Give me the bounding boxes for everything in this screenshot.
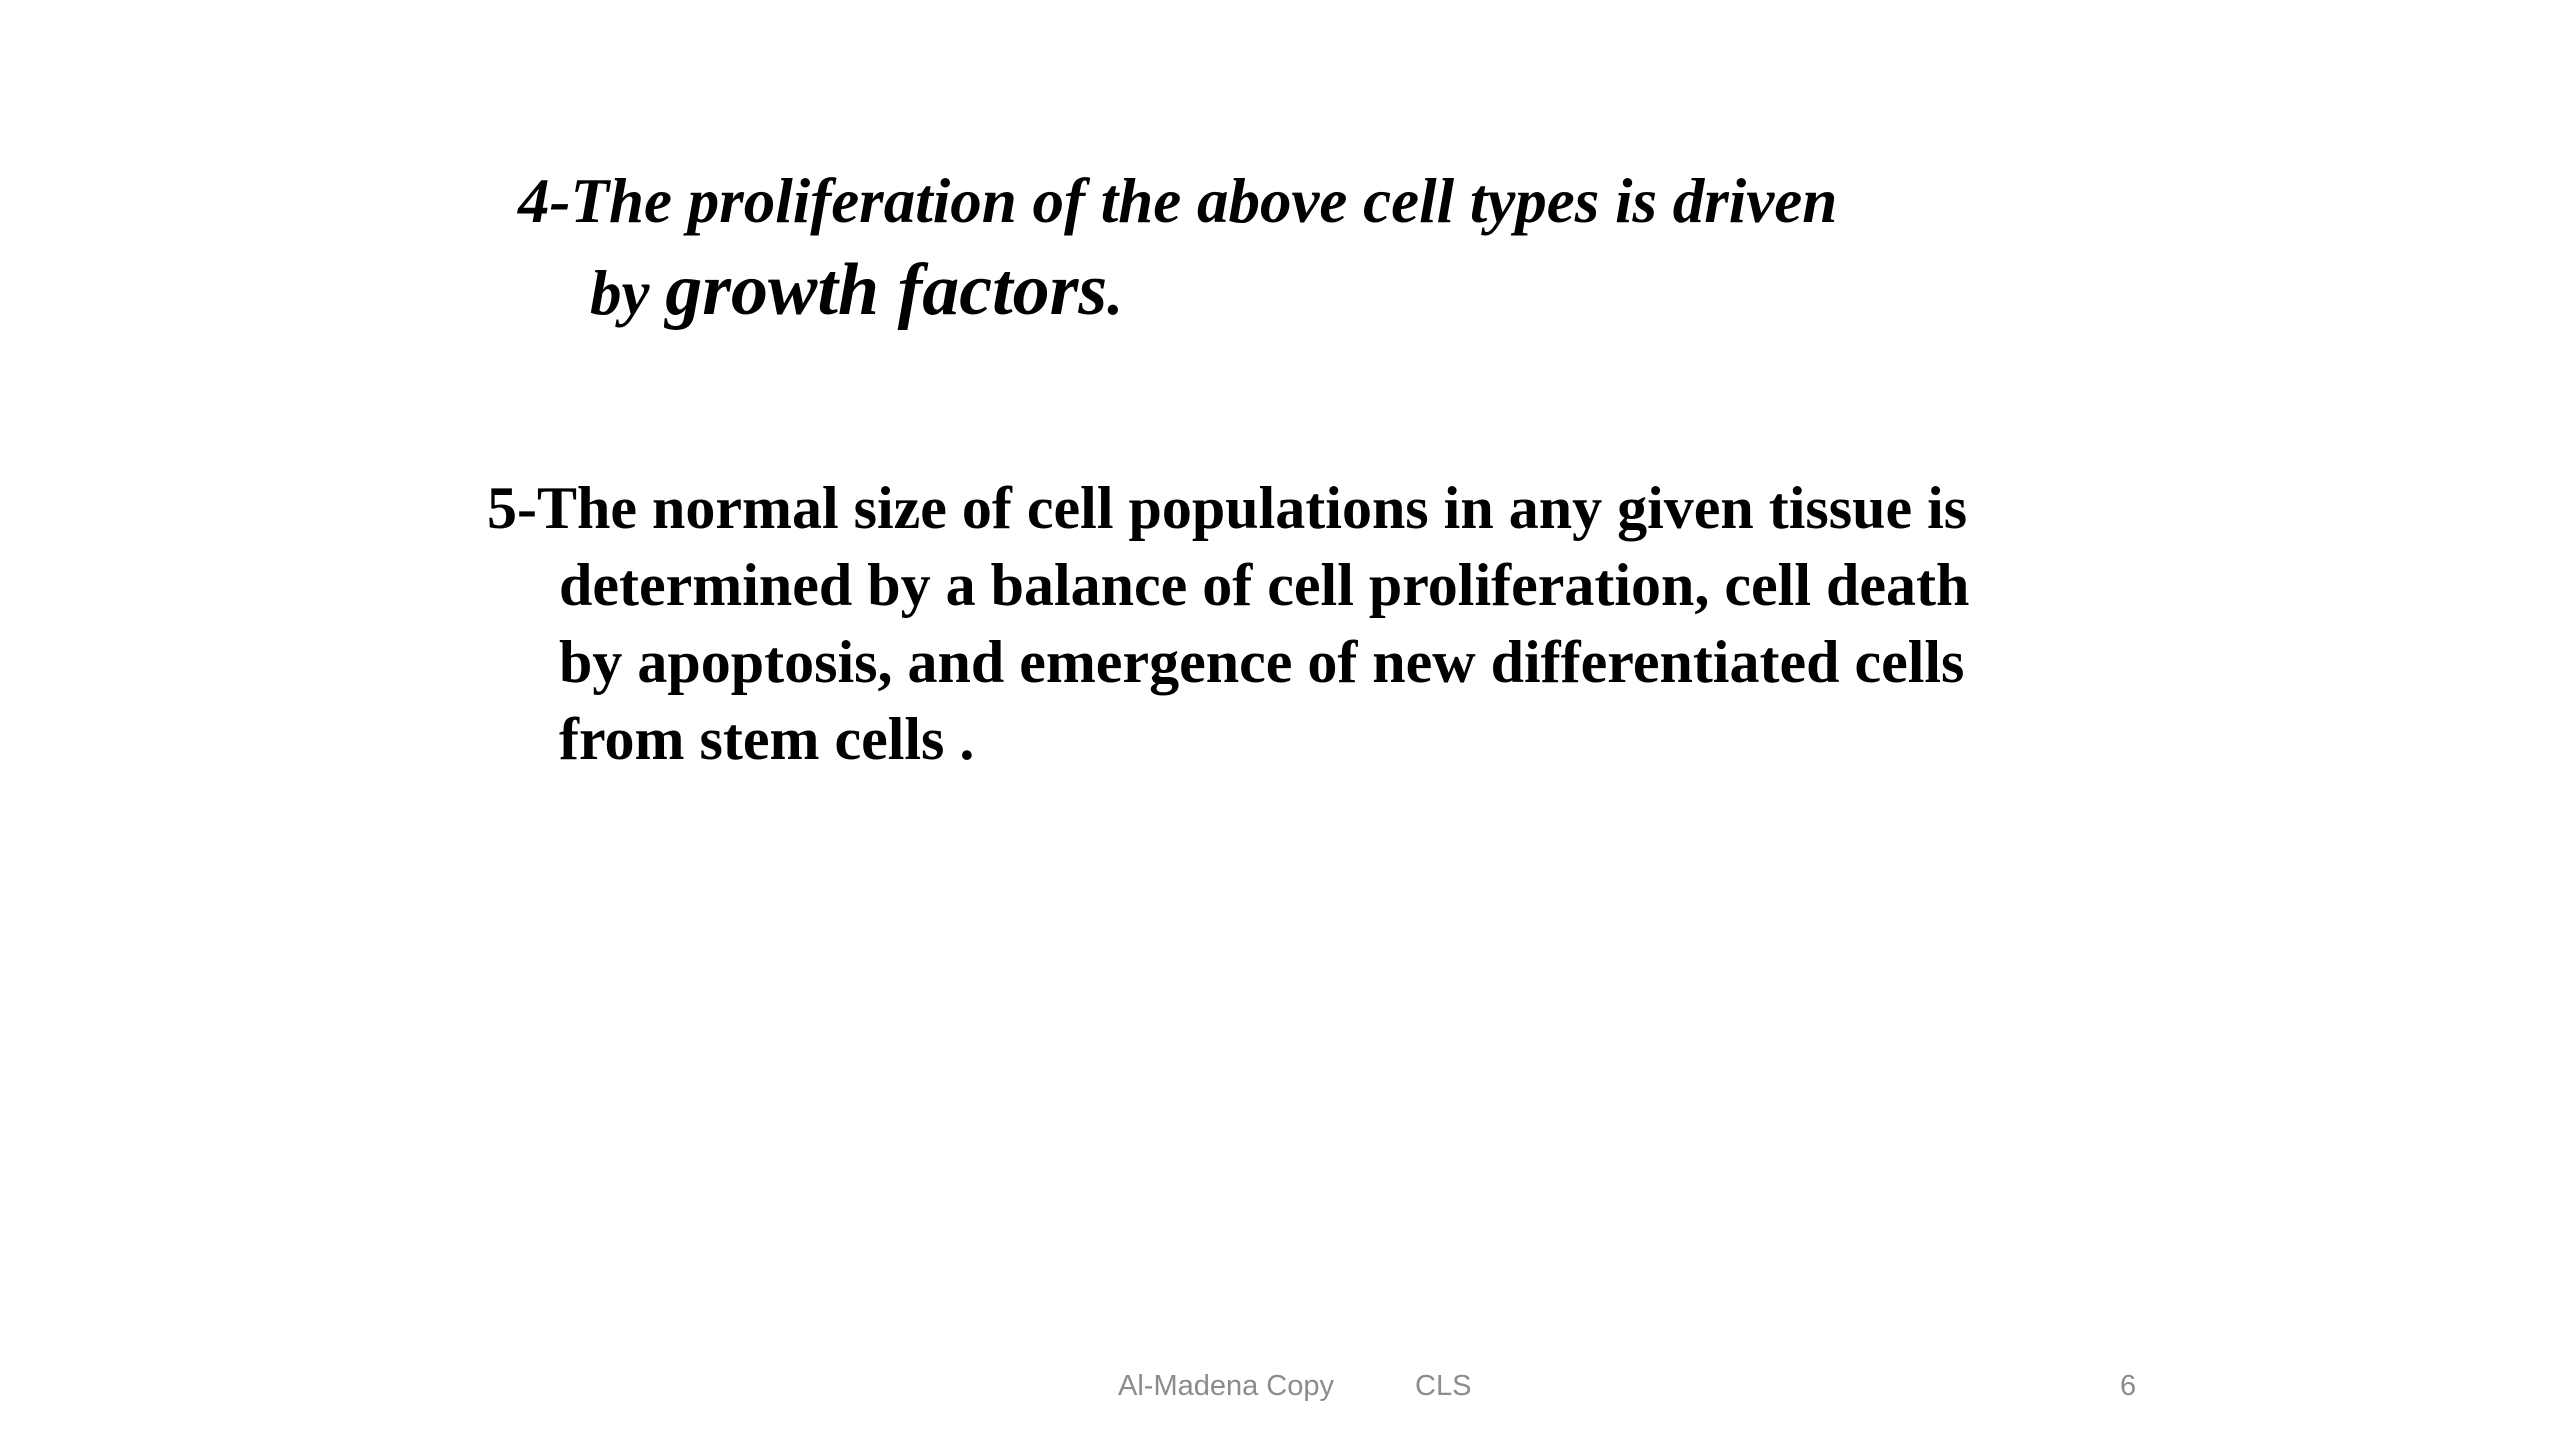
point-4-line-2 — [518, 249, 2318, 331]
footer-source: Al-Madena Copy — [1118, 1370, 1334, 1402]
bullet-point-4 — [518, 166, 2318, 331]
point-4-line-1: 4-The proliferation of the above cell types is driven — [518, 166, 1838, 236]
footer-course: CLS — [1415, 1370, 1472, 1402]
slide-number: 6 — [2120, 1370, 2137, 1402]
bullet-point-5 — [487, 470, 2087, 778]
point-4-by: by — [590, 258, 666, 328]
point-4-growth-factors: growth factors — [665, 249, 1108, 331]
point-5-line-4: from stem cells . — [559, 706, 975, 772]
point-5-line-3: by apoptosis, and emergence of new differentiated cells — [559, 629, 1965, 695]
point-5-line-1: 5-The normal size of cell populations in any given tissue is — [487, 475, 1968, 541]
point-5-line-2: determined by a balance of cell proliferation, cell death — [559, 552, 1970, 618]
point-4-period: . — [1107, 258, 1123, 328]
